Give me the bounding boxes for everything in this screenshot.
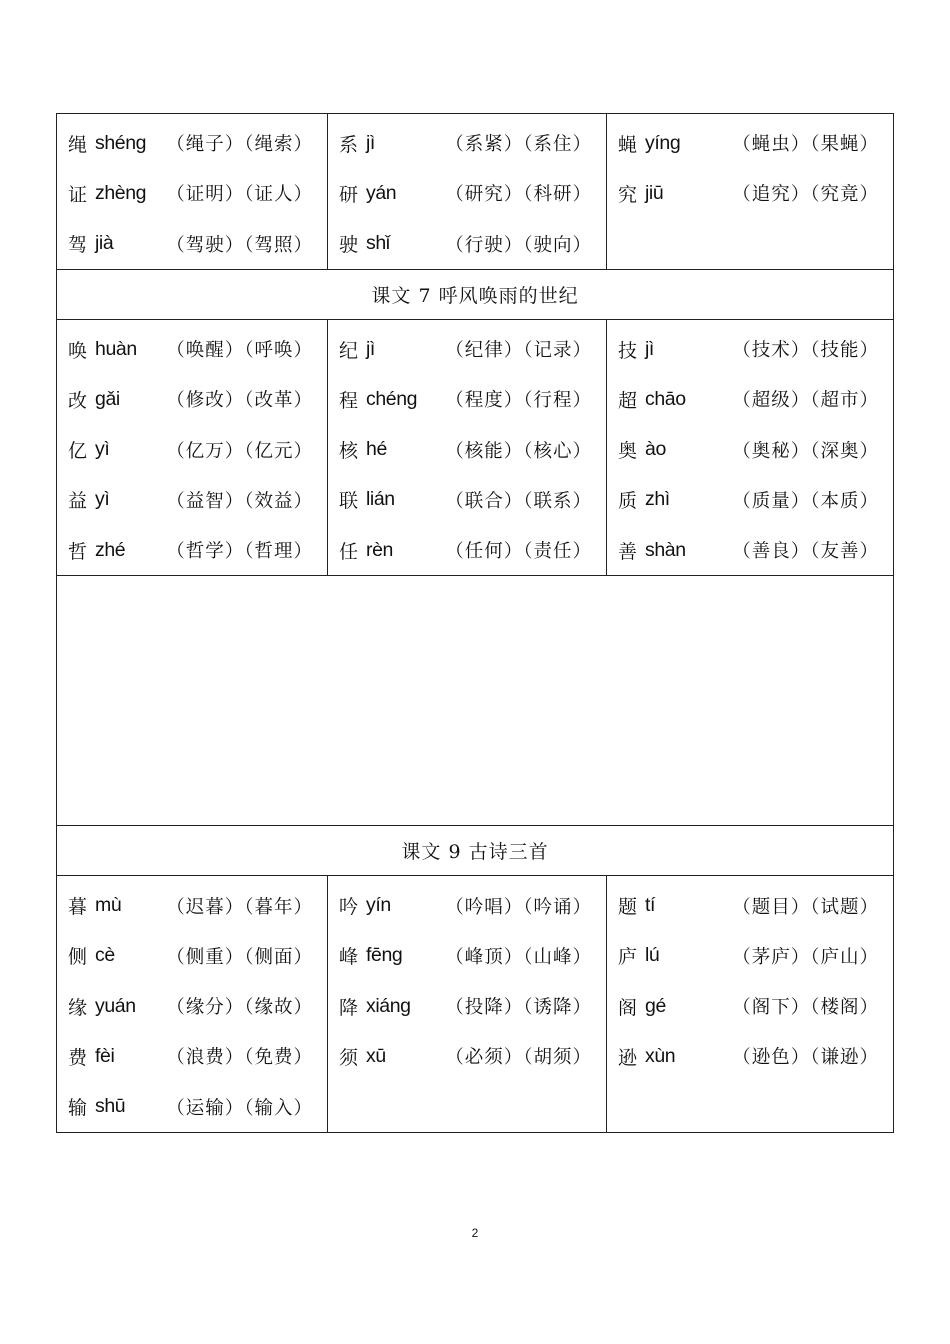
vocab-entry	[618, 880, 893, 930]
vocab-entry	[68, 168, 327, 218]
vocab-entry	[618, 981, 893, 1031]
vocab-pinyin: jì	[366, 337, 375, 360]
vocab-words: （题目）（试题）	[732, 896, 879, 918]
vocab-character: 纪	[339, 339, 359, 362]
vocab-character: 技	[618, 339, 638, 362]
vocab-pinyin: yuán	[95, 994, 136, 1017]
vocab-pinyin: ào	[645, 438, 666, 461]
vocab-entry	[68, 219, 327, 269]
vocab-pinyin: huàn	[95, 337, 137, 360]
vocab-character: 益	[68, 490, 88, 513]
vocab-words: （奥秘）（深奥）	[732, 440, 879, 462]
vocab-entry	[68, 424, 327, 474]
vocab-entry	[618, 168, 893, 218]
vocab-character: 驶	[339, 234, 359, 257]
vocab-character: 程	[339, 389, 359, 412]
vocab-words: （驾驶）（驾照）	[166, 234, 313, 256]
vocab-entry	[68, 931, 327, 981]
lesson-heading-row	[57, 826, 894, 876]
vocab-words: （逊色）（谦逊）	[732, 1047, 879, 1069]
vocab-pinyin: yán	[366, 181, 397, 204]
vocab-pinyin: yì	[95, 488, 110, 511]
vocab-words: （唤醒）（呼唤）	[166, 340, 313, 362]
vocab-character: 质	[618, 490, 638, 513]
vocab-words: （缘分）（缘故）	[166, 997, 313, 1019]
vocab-entry	[68, 880, 327, 930]
vocab-pinyin: chéng	[366, 387, 418, 410]
vocab-words: （吟唱）（吟诵）	[445, 896, 592, 918]
vocab-entry	[68, 324, 327, 374]
vocab-pinyin: fèi	[95, 1044, 115, 1067]
vocab-pinyin: shéng	[95, 131, 147, 154]
vocab-entry	[339, 374, 606, 424]
vocab-pinyin: lián	[366, 488, 395, 511]
vocab-words: （蝇虫）（果蝇）	[732, 134, 879, 156]
vocab-words: （投降）（诱降）	[445, 997, 592, 1019]
vocab-words: （纪律）（记录）	[445, 340, 592, 362]
vocab-cell	[607, 876, 894, 1132]
vocab-character: 联	[339, 490, 359, 513]
vocab-entry	[618, 1031, 893, 1081]
vocab-entry	[618, 424, 893, 474]
vocab-cell	[328, 319, 607, 575]
vocab-pinyin: cè	[95, 944, 115, 967]
vocab-character: 须	[339, 1046, 359, 1069]
vocab-pinyin: hé	[366, 438, 387, 461]
vocab-character: 峰	[339, 946, 359, 969]
vocab-character: 输	[68, 1097, 88, 1120]
lesson-9-heading: 课文 9 古诗三首	[57, 826, 894, 876]
vocab-character: 庐	[618, 946, 638, 969]
vocab-character: 驾	[68, 234, 88, 257]
vocab-entry	[339, 981, 606, 1031]
vocab-entry	[68, 1031, 327, 1081]
vocab-entry	[68, 475, 327, 525]
vocab-cell	[607, 114, 894, 270]
vocab-words: （茅庐）（庐山）	[732, 946, 879, 968]
vocab-character: 阁	[618, 996, 638, 1019]
vocab-character: 侧	[68, 946, 88, 969]
vocab-entry	[618, 324, 893, 374]
vocab-words: （峰顶）（山峰）	[445, 946, 592, 968]
vocab-words: （迟暮）（暮年）	[166, 896, 313, 918]
vocab-character: 奥	[618, 440, 638, 463]
vocab-words: （行驶）（驶向）	[445, 234, 592, 256]
vocab-character: 蝇	[618, 133, 638, 156]
vocab-character: 超	[618, 389, 638, 412]
vocab-pinyin: tí	[645, 894, 656, 917]
vocab-pinyin: gé	[645, 994, 666, 1017]
vocab-words: （浪费）（免费）	[166, 1047, 313, 1069]
vocab-entry	[68, 118, 327, 168]
vocab-character: 系	[339, 133, 359, 156]
vocab-cell	[57, 114, 328, 270]
vocab-character: 绳	[68, 133, 88, 156]
vocab-pinyin: xiáng	[366, 994, 411, 1017]
vocab-words: （研究）（科研）	[445, 184, 592, 206]
vocab-words: （善良）（友善）	[732, 541, 879, 563]
vocab-pinyin: xū	[366, 1044, 386, 1067]
vocab-pinyin: fēng	[366, 944, 403, 967]
vocab-row-lesson9	[57, 876, 894, 1132]
vocab-pinyin: lú	[645, 944, 660, 967]
vocab-pinyin: yíng	[645, 131, 681, 154]
vocab-entry	[618, 525, 893, 575]
vocab-entry	[68, 525, 327, 575]
vocab-entry	[339, 168, 606, 218]
blank-row	[57, 576, 894, 826]
vocab-pinyin: jì	[645, 337, 654, 360]
vocab-words: （证明）（证人）	[166, 184, 313, 206]
vocab-entry	[68, 1082, 327, 1132]
vocab-words: （联合）（联系）	[445, 490, 592, 512]
vocab-character: 究	[618, 183, 638, 206]
vocab-words: （阁下）（楼阁）	[732, 997, 879, 1019]
vocab-words: （运输）（输入）	[166, 1097, 313, 1119]
vocab-pinyin: zhèng	[95, 181, 147, 204]
vocab-pinyin: yín	[366, 894, 391, 917]
vocab-pinyin: zhì	[645, 488, 670, 511]
vocab-words: （侧重）（侧面）	[166, 946, 313, 968]
vocab-words: （益智）（效益）	[166, 490, 313, 512]
vocab-pinyin: jià	[95, 232, 114, 255]
vocab-cell	[328, 876, 607, 1132]
vocab-pinyin: mù	[95, 894, 122, 917]
vocab-words: （哲学）（哲理）	[166, 541, 313, 563]
vocab-entry	[339, 324, 606, 374]
vocab-pinyin: xùn	[645, 1044, 676, 1067]
vocab-entry	[618, 374, 893, 424]
vocab-words: （追究）（究竟）	[732, 184, 879, 206]
vocab-entry	[68, 981, 327, 1031]
vocab-entry	[618, 118, 893, 168]
vocab-row-block1	[57, 114, 894, 270]
vocab-character: 暮	[68, 896, 88, 919]
vocab-character: 降	[339, 996, 359, 1019]
vocab-pinyin: shū	[95, 1095, 126, 1118]
vocab-entry	[339, 1031, 606, 1081]
vocab-entry	[339, 880, 606, 930]
vocab-words: （技术）（技能）	[732, 340, 879, 362]
vocab-character: 证	[68, 183, 88, 206]
vocab-words: （亿万）（亿元）	[166, 440, 313, 462]
vocab-entry	[339, 475, 606, 525]
vocab-pinyin: shǐ	[366, 232, 390, 255]
vocabulary-table	[56, 113, 894, 1133]
vocab-character: 逊	[618, 1046, 638, 1069]
vocab-character: 任	[339, 540, 359, 563]
vocab-row-lesson7	[57, 319, 894, 575]
vocab-character: 缘	[68, 996, 88, 1019]
vocab-character: 哲	[68, 540, 88, 563]
vocab-pinyin: chāo	[645, 387, 686, 410]
vocab-words: （绳子）（绳索）	[166, 134, 313, 156]
vocab-pinyin: gǎi	[95, 387, 120, 410]
vocab-entry	[339, 931, 606, 981]
vocab-entry	[339, 219, 606, 269]
lesson-heading-row	[57, 269, 894, 319]
vocab-pinyin: yì	[95, 438, 110, 461]
vocab-character: 题	[618, 896, 638, 919]
vocab-character: 唤	[68, 339, 88, 362]
vocab-entry	[339, 118, 606, 168]
vocab-character: 费	[68, 1046, 88, 1069]
vocab-character: 吟	[339, 896, 359, 919]
vocab-pinyin: rèn	[366, 538, 393, 561]
vocab-entry	[339, 424, 606, 474]
vocab-cell	[328, 114, 607, 270]
vocab-character: 核	[339, 440, 359, 463]
vocab-words: （必须）（胡须）	[445, 1047, 592, 1069]
page-number: 2	[471, 1226, 479, 1240]
vocab-entry	[68, 374, 327, 424]
vocab-pinyin: jiū	[645, 181, 664, 204]
vocab-character: 研	[339, 183, 359, 206]
vocab-character: 亿	[68, 440, 88, 463]
vocab-words: （质量）（本质）	[732, 490, 879, 512]
vocab-entry	[618, 475, 893, 525]
vocab-character: 改	[68, 389, 88, 412]
vocab-cell	[57, 876, 328, 1132]
vocab-words: （修改）（改革）	[166, 390, 313, 412]
vocab-character: 善	[618, 540, 638, 563]
vocab-words: （超级）（超市）	[732, 390, 879, 412]
vocab-cell	[57, 319, 328, 575]
vocab-cell	[607, 319, 894, 575]
vocab-entry	[339, 525, 606, 575]
vocab-pinyin: shàn	[645, 538, 686, 561]
blank-cell	[57, 576, 894, 826]
vocab-pinyin: zhé	[95, 538, 126, 561]
vocab-words: （系紧）（系住）	[445, 134, 592, 156]
vocab-words: （核能）（核心）	[445, 440, 592, 462]
lesson-7-heading: 课文 7 呼风唤雨的世纪	[57, 269, 894, 319]
vocab-words: （任何）（责任）	[445, 541, 592, 563]
vocab-words: （程度）（行程）	[445, 390, 592, 412]
vocab-pinyin: jì	[366, 131, 375, 154]
vocab-entry	[618, 931, 893, 981]
